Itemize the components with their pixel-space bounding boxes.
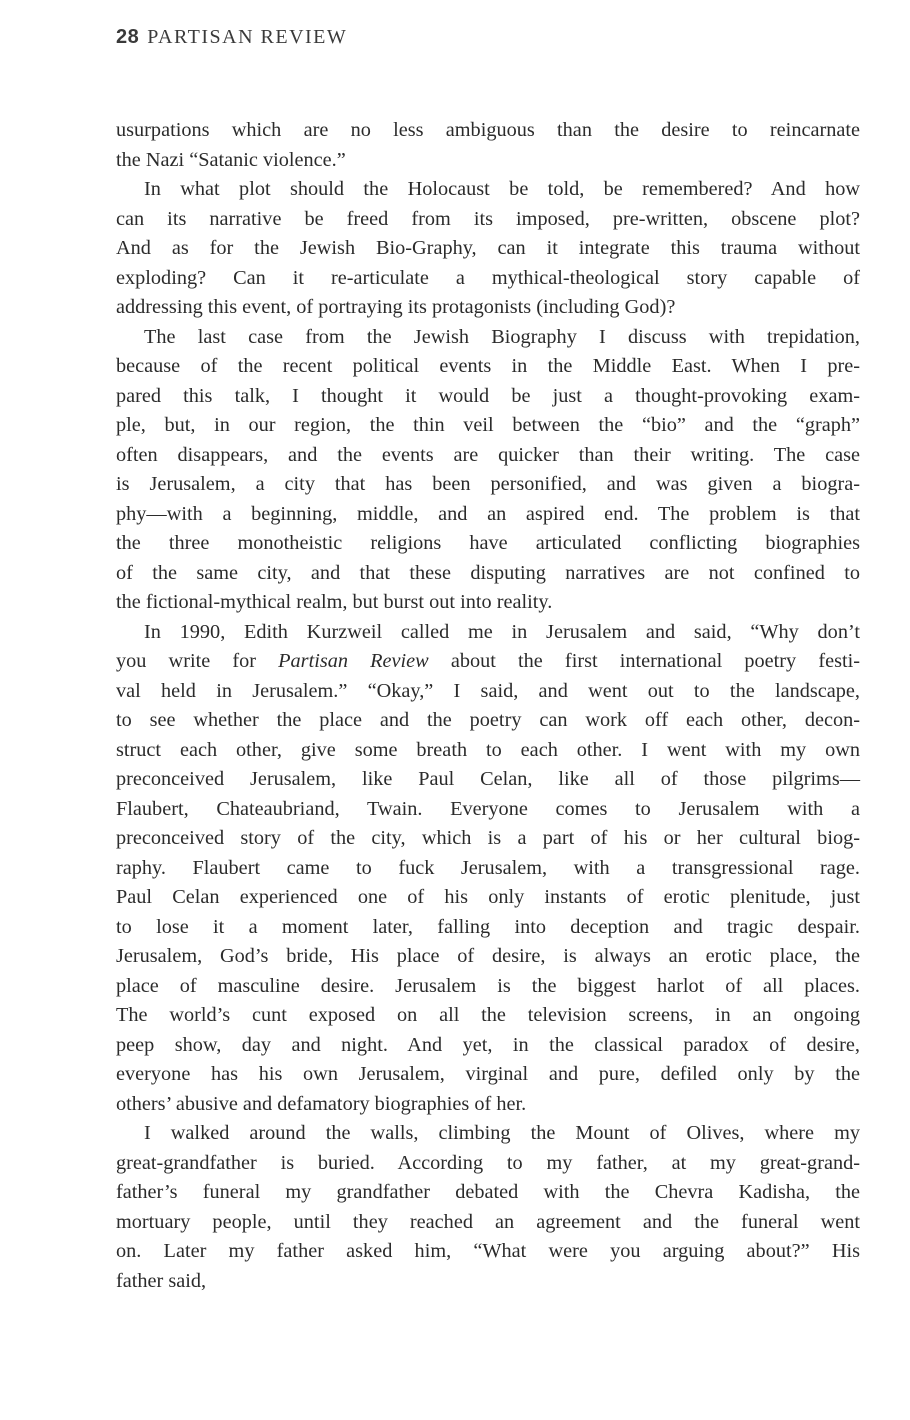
text-line: often disappears, and the events are quicker than their writing. The case [116, 443, 860, 466]
text-segment: about the first international poetry festi- [428, 650, 860, 672]
text-line [116, 647, 860, 677]
text-line: father’s funeral my grandfather debated with the Chevra Kadisha, the [116, 1181, 860, 1203]
text-line [116, 618, 860, 648]
journal-title: PARTISAN REVIEW [147, 26, 348, 48]
text-line: to see whether the place and the poetry can work off each other, decon- [116, 709, 860, 731]
text-line: the Nazi “Satanic violence.” [116, 148, 346, 171]
page-number: 28 [116, 26, 140, 48]
text-line: And as for the Jewish Bio-Graphy, can it integrate this trauma without [116, 237, 860, 259]
text-line: phy—with a beginning, middle, and an aspired end. The problem is that [116, 502, 860, 525]
text-line: the three monotheistic religions have articulated conflicting biographies [116, 532, 860, 554]
text-line: to lose it a moment later, falling into deception and tragic despair. [116, 915, 860, 938]
text-line: ple, but, in our region, the thin veil between the “bio” and the “graph” [116, 414, 860, 436]
text-line: val held in Jerusalem.” “Okay,” I said, and went out to the landscape, [116, 679, 860, 702]
body-text [116, 116, 860, 1296]
text-line: the fictional-mythical realm, but burst out into reality. [116, 591, 553, 613]
text-line: preconceived Jerusalem, like Paul Celan, like all of those pilgrims— [116, 768, 860, 790]
text-line: Flaubert, Chateaubriand, Twain. Everyone comes to Jerusalem with a [116, 797, 860, 820]
text-line: The world’s cunt exposed on all the television screens, in an ongoing [116, 1004, 860, 1026]
text-line: I walked around the walls, climbing the Mount of Olives, where my [144, 1122, 860, 1144]
text-line: struct each other, give some breath to each other. I went with my own [116, 738, 860, 761]
text-line: pared this talk, I thought it would be just a thought-provoking exam- [116, 384, 860, 407]
text-line: can its narrative be freed from its imposed, pre-written, obscene plot? [116, 207, 860, 230]
text-line: usurpations which are no less ambiguous than the desire to reincarnate [116, 119, 860, 141]
text-line: of the same city, and that these disputing narratives are not confined to [116, 561, 860, 584]
text-line: addressing this event, of portraying its protagonists (including God)? [116, 296, 676, 318]
text-line: mortuary people, until they reached an agreement and the funeral went [116, 1210, 860, 1233]
text-line: everyone has his own Jerusalem, virginal and pure, defiled only by the [116, 1063, 860, 1085]
text-line: The last case from the Jewish Biography I discuss with trepidation, [144, 325, 860, 348]
text-segment: In 1990, Edith Kurzweil called me in Jerusalem and said, “Why don’t [144, 620, 860, 643]
text-line: preconceived story of the city, which is a part of his or her cultural biog- [116, 827, 860, 849]
text-line: on. Later my father asked him, “What were you arguing about?” His [116, 1240, 860, 1262]
text-line: great-grandfather is buried. According to my father, at my great-grand- [116, 1151, 860, 1174]
running-head [116, 26, 347, 49]
text-line: is Jerusalem, a city that has been personified, and was given a biogra- [116, 473, 860, 495]
text-segment: you write for [116, 650, 279, 672]
text-line: because of the recent political events in the Middle East. When I pre- [116, 355, 860, 377]
text-line: Paul Celan experienced one of his only instants of erotic plenitude, just [116, 886, 860, 908]
text-line: father said, [116, 1269, 207, 1292]
text-line: others’ abusive and defamatory biographies of her. [116, 1092, 527, 1115]
text-line: raphy. Flaubert came to fuck Jerusalem, with a transgressional rage. [116, 856, 860, 879]
text-line: Jerusalem, God’s bride, His place of desire, is always an erotic place, the [116, 945, 860, 967]
text-line: In what plot should the Holocaust be told, be remembered? And how [144, 178, 860, 200]
italic-title: Partisan Review [278, 650, 429, 672]
text-line: peep show, day and night. And yet, in the classical paradox of desire, [116, 1033, 860, 1056]
text-line: place of masculine desire. Jerusalem is the biggest harlot of all places. [116, 974, 860, 997]
text-line: exploding? Can it re-articulate a mythical-theological story capable of [116, 266, 860, 289]
